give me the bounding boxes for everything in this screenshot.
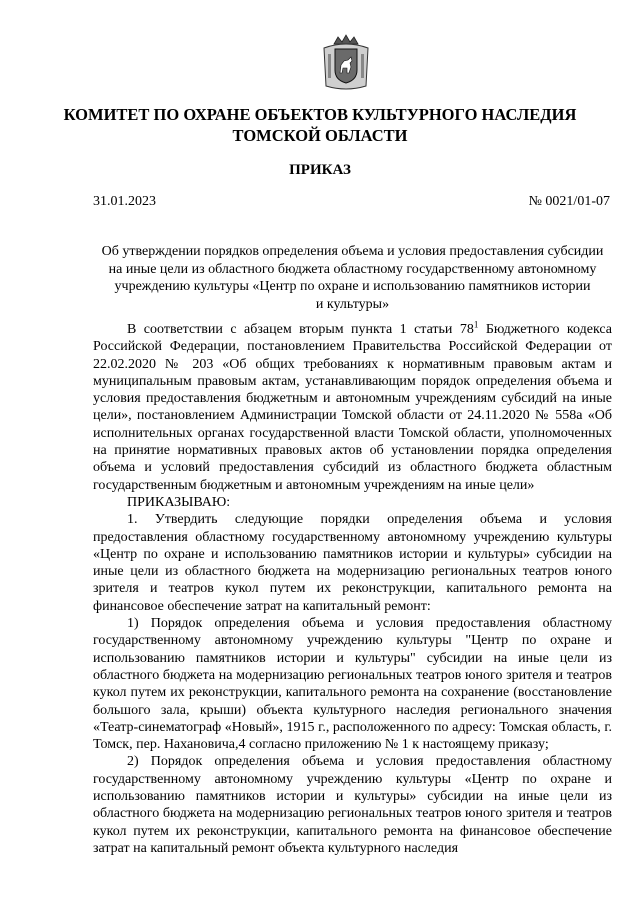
document-subject [93,243,612,313]
subject-line-3: учреждению культуры «Центр по охране и использованию памятников истории [114,279,591,294]
document-body [93,321,612,857]
order-word: ПРИКАЗЫВАЮ: [127,494,231,510]
coat-of-arms-icon [322,34,370,92]
document-date: 31.01.2023 [93,194,156,209]
organization-name-line1: КОМИТЕТ ПО ОХРАНЕ ОБЪЕКТОВ КУЛЬТУРНОГО НАСЛЕДИЯ [63,105,577,124]
preamble-text-rest: Бюджетного кодекса Российской Федерации, постановлением Правительства Российской Федерации от 22.02.2020 № 203 «Об общих требованиях к нормативным правовым актам и муниципальным правовым актам, устанавливающим порядок определения объема и условия предоставления бюджетным и автономным учреждениям субсидий на иные цели», постановлением Администрации Томской области от 24.11.2020 № 558а «Об исполнительных органах государственной власти Томской области, уполномоченных на принятие нормативных правовых актов об установлении порядка определения объема и условий предоставления субсидий из областного бюджета областным государственным бюджетным и автономным учреждениям на иные цели» [93,322,612,493]
organization-name-line2: ТОМСКОЙ ОБЛАСТИ [232,126,408,145]
preamble-text-start: В соответствии с абзацем вторым пункта 1 статьи 78 [127,322,474,337]
item-1-2-paragraph: 2) Порядок определения объема и условия предоставления областному государственному автономному учреждению культуры «Центр по охране и использованию памятников истории и культуры» субсидии на иные цели из областного бюджета на модернизацию региональных театров юного зрителя и театров кукол путем их реконструкции, капитального ремонта на финансовое обеспечение затрат на капитальный ремонт объекта культурного наследия [93,754,612,856]
subject-line-1: Об утверждении порядков определения объема и условия предоставления субсидии [101,244,604,259]
document-type-title: ПРИКАЗ [289,162,351,178]
item-1-1-paragraph: 1) Порядок определения объема и условия предоставления областному государственному автономному учреждению культуры "Центр по охране и использованию памятников истории и культуры" субсидии на иные цели из областного бюджета на модернизацию региональных театров юного зрителя и театров кукол путем их реконструкции, капитального ремонта на сохранение (восстановление большого зала, крыши) объекта культурного наследия регионального значения «Театр-синематограф «Новый», 1915 г., расположенного по адресу: Томская область, г. Томск, пер. Нахановича,4 согласно приложению № 1 к настоящему приказу; [93,616,612,753]
document-number: № 0021/01-07 [528,194,610,209]
article-superscript: 1 [473,319,479,330]
subject-line-4: и культуры» [315,296,390,312]
item-1-paragraph: 1. Утвердить следующие порядки определения объема и условия предоставления областному государственному автономному учреждению культуры «Центр по охране и использованию памятников истории и культуры» субсидии на иные цели из областного бюджета на модернизацию региональных театров юного зрителя и театров кукол путем их реконструкции, капитального ремонта на финансовое обеспечение затрат на капитальный ремонт: [93,512,612,614]
preamble-paragraph [93,321,612,494]
subject-line-2: на иные цели из областного бюджета областному государственному автономному [108,261,597,277]
